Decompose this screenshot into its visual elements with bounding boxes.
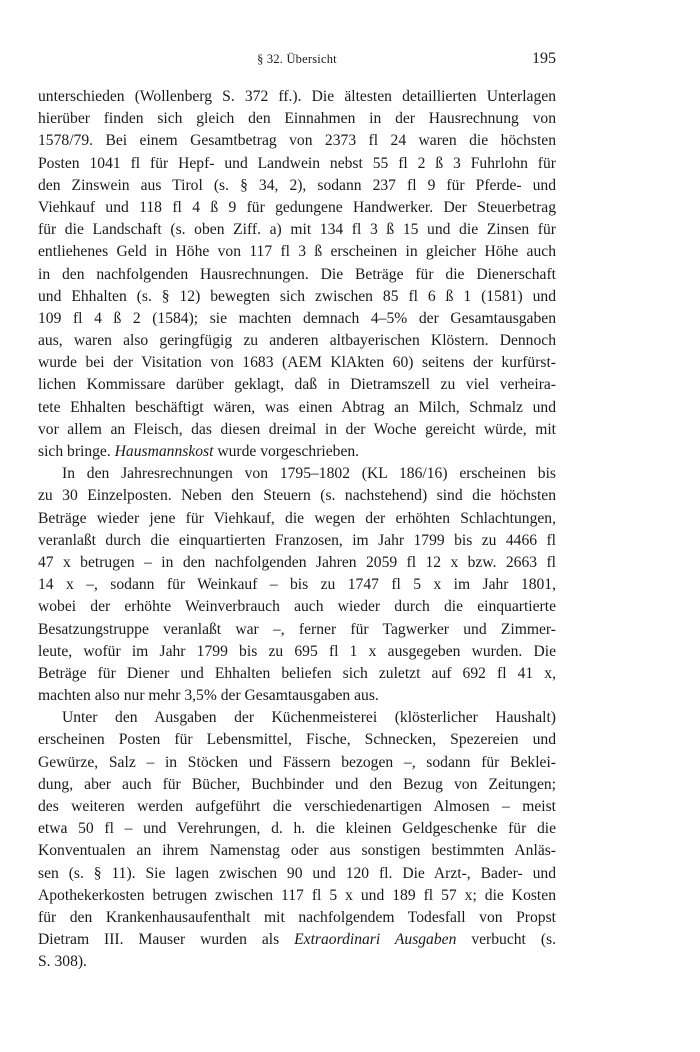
text-line: Viehkauf und 118 fl 4 ß 9 für gedungene Handwerker. Der Steuerbetrag: [38, 198, 556, 216]
text-line: leute, wofür im Jahr 1799 bis zu 695 fl 1 x ausgegeben wurden. Die: [38, 642, 556, 660]
text-segment: wurde vorgeschrieben.: [217, 443, 360, 460]
italic-term: Extraordinari Ausgaben: [294, 931, 457, 949]
text-line: Beträge für Diener und Ehhalten beliefen sich zuletzt auf 692 fl 41 x,: [38, 664, 556, 682]
mixed-line: [38, 929, 556, 951]
text-line: lichen Kommissare darüber geklagt, daß in Dietramszell zu viel verheira-: [38, 376, 556, 394]
text-line: vor allem an Fleisch, das diesen dreimal in der Woche gereicht würde, mit: [38, 420, 556, 438]
text-line: Besatzungstruppe veranlaßt war –, ferner für Tagwerker und Zimmer-: [38, 620, 556, 638]
paragraph-end-line: [38, 441, 556, 463]
paragraph-end-line: S. 308).: [38, 953, 87, 971]
text-segment: sich bringe.: [38, 443, 111, 460]
text-line: für den Krankenhausaufenthalt mit nachfolgendem Todesfall von Propst: [38, 908, 556, 926]
text-line: veranlaßt durch die einquartierten Franzosen, im Jahr 1799 bis zu 4466 fl: [38, 531, 556, 549]
text-line: sen (s. § 11). Sie lagen zwischen 90 und 120 fl. Die Arzt-, Bader- und: [38, 864, 556, 882]
text-line: Konventualen an ihrem Namenstag oder aus sonstigen bestimmten Anläs-: [38, 842, 556, 860]
text-line: 14 x –, sodann für Weinkauf – bis zu 1747 fl 5 x im Jahr 1801,: [38, 576, 556, 594]
text-line: 47 x betrugen – in den nachfolgenden Jahren 2059 fl 12 x bzw. 2663 fl: [38, 553, 556, 571]
text-line: Apothekerkosten betrugen zwischen 117 fl 5 x und 189 fl 57 x; die Kosten: [38, 886, 556, 904]
text-line: in den nachfolgenden Hausrechnungen. Die Beträge für die Dienerschaft: [38, 265, 556, 283]
text-line: entliehenes Geld in Höhe von 117 fl 3 ß erscheinen in gleicher Höhe auch: [38, 243, 556, 261]
paragraph-start-line: In den Jahresrechnungen von 1795–1802 (KL 186/16) erscheinen bis: [62, 465, 556, 483]
page-header: [38, 50, 556, 72]
text-line: und Ehhalten (s. § 12) bewegten sich zwischen 85 fl 6 ß 1 (1581) und: [38, 287, 556, 305]
text-line: für die Landschaft (s. oben Ziff. a) mit 134 fl 3 ß 15 und die Zinsen für: [38, 221, 556, 239]
text-line: erscheinen Posten für Lebensmittel, Fische, Schnecken, Spezereien und: [38, 731, 556, 749]
text-segment: Dietram III. Mauser wurden als: [38, 931, 280, 949]
text-line: den Zinswein aus Tirol (s. § 34, 2), sodann 237 fl 9 für Pferde- und: [38, 176, 556, 194]
paragraph-end-line: machten also nur mehr 3,5% der Gesamtausgaben aus.: [38, 687, 379, 705]
running-head: § 32. Übersicht: [257, 52, 337, 66]
text-line: aus, waren also geringfügig zu anderen altbayerischen Klöstern. Dennoch: [38, 332, 556, 350]
page-number: 195: [532, 50, 556, 67]
paragraph-start-line: Unter den Ausgaben der Küchenmeisterei (klösterlicher Haushalt): [62, 709, 556, 727]
text-line: tete Ehhalten beschäftigt wären, was einen Abtrag an Milch, Schmalz und: [38, 398, 556, 416]
italic-term: Hausmannskost: [114, 443, 214, 460]
text-line: 1578/79. Bei einem Gesamtbetrag von 2373 fl 24 waren die höchsten: [38, 132, 556, 150]
text-line: unterschieden (Wollenberg S. 372 ff.). Die ältesten detaillierten Unterlagen: [38, 88, 556, 105]
text-line: wurde bei der Visitation von 1683 (AEM KlAkten 60) seitens der kurfürst-: [38, 354, 556, 372]
text-line: 109 fl 4 ß 2 (1584); sie machten demnach 4–5% der Gesamtausgaben: [38, 309, 556, 327]
text-line: wobei der erhöhte Weinverbrauch auch wieder durch die einquartierte: [38, 598, 556, 616]
text-segment: verbucht (s.: [471, 931, 556, 949]
text-line: Gewürze, Salz – in Stöcken und Fässern bezogen –, sodann für Beklei-: [38, 753, 556, 771]
text-line: dung, aber auch für Bücher, Buchbinder und den Bezug von Zeitungen;: [38, 775, 556, 793]
text-line: etwa 50 fl – und Verehrungen, d. h. die kleinen Geldgeschenke für die: [38, 820, 556, 838]
text-line: des weiteren werden aufgeführt die verschiedenartigen Almosen – meist: [38, 798, 556, 815]
text-line: zu 30 Einzelposten. Neben den Steuern (s. nachstehend) sind die höchsten: [38, 487, 556, 505]
body-text: [38, 86, 556, 974]
text-line: Posten 1041 fl für Hepf- und Landwein nebst 55 fl 2 ß 3 Fuhrlohn für: [38, 154, 556, 172]
text-line: hierüber finden sich gleich den Einnahmen in der Hausrechnung von: [38, 110, 556, 128]
text-line: Beträge wieder jene für Viehkauf, die wegen der erhöhten Schlachtungen,: [38, 509, 556, 527]
